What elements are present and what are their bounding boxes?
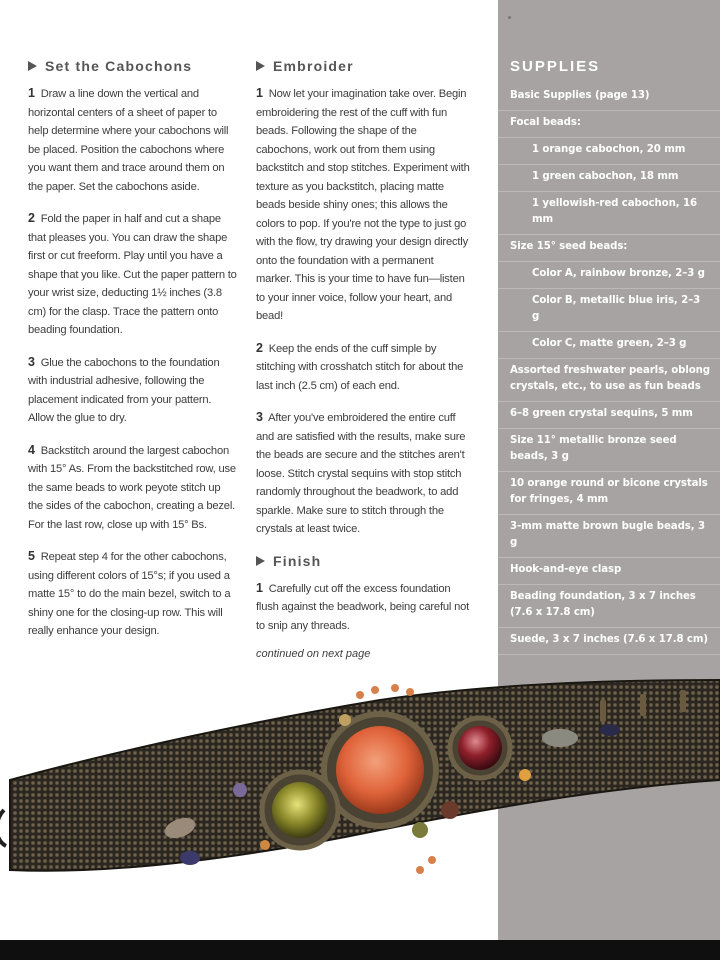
step-paragraph: [256, 339, 470, 396]
supply-item: 3-mm matte brown bugle beads, 3 g: [498, 515, 720, 558]
step-text: Repeat step 4 for the other cabochons, using different colors of 15°s; if you used a matte 15° to do the main bezel, switch to a shiny one for the closing-up row. This will really enhance your design.: [28, 551, 231, 637]
step-number: 1: [256, 580, 263, 595]
supplies-list: [498, 84, 720, 655]
step-paragraph: [28, 547, 238, 641]
step-paragraph: [256, 408, 470, 539]
supply-item: Size 15° seed beads:: [498, 235, 720, 262]
step-paragraph: [28, 84, 238, 196]
supply-item: 1 yellowish-red cabochon, 16 mm: [498, 192, 720, 235]
step-text: Now let your imagination take over. Begin embroidering the rest of the cuff with fun beads. Following the shape of the cabochons, work out from them using backstitch and stop stitches. Experiment with texture as you backstitch, placing matte beads beside shiny ones; this allows the colors to pop. If you're not the type to just go with the flow, try drawing your design directly onto the foundation with a permanent marker. This is your time to have fun—listen to your inner voice, follow your heart, and bead!: [256, 88, 470, 322]
step-text: Keep the ends of the cuff simple by stitching with crosshatch stitch for about the last inch (2.5 cm) of each end.: [256, 342, 464, 392]
beaded-cuff-photo: [0, 660, 720, 960]
step-paragraph: [28, 353, 238, 428]
red-cabochon: [458, 726, 502, 770]
clasp-hook-icon: [0, 810, 6, 846]
continued-note: continued on next page: [256, 648, 371, 660]
step-number: 1: [256, 86, 263, 100]
step-text: Carefully cut off the excess foundation flush against the beadwork, being careful not to snip any threads.: [256, 582, 470, 632]
step-number: 1: [28, 86, 35, 100]
step-paragraph: [28, 209, 238, 340]
step-text: Backstitch around the largest cabochon with 15° As. From the backstitched row, use the same beads to work peyote stitch up the sides of the cabochon, creating a bezel. For the last row, close up with 15° Bs.: [28, 444, 236, 531]
section-heading: [28, 58, 238, 74]
supply-item: Beading foundation, 3 x 7 inches (7.6 x 17.8 cm): [498, 585, 720, 628]
supply-item: Assorted freshwater pearls, oblong crystals, etc., to use as fun beads: [498, 359, 720, 402]
supply-item: Color B, metallic blue iris, 2–3 g: [498, 289, 720, 332]
supply-item: Hook-and-eye clasp: [498, 558, 720, 585]
heading-text: Set the Cabochons: [45, 58, 193, 74]
step-paragraph: [256, 579, 470, 636]
step-number: 4: [28, 442, 35, 457]
dot-mark: [508, 16, 511, 19]
step-text: After you've embroidered the entire cuff and are satisfied with the results, make sure the beads are secure and the stitches aren't loose. Stitch crystal sequins with stop stitch randomly throughout the beadwork, to add sparkle. Make sure to stitch through the crystals at least twice.: [256, 412, 466, 535]
beaded-cuff-image: [0, 660, 720, 960]
step-paragraph: [28, 441, 238, 535]
supply-item: Focal beads:: [498, 111, 720, 138]
green-cabochon: [272, 782, 328, 838]
step-text: Draw a line down the vertical and horizontal centers of a sheet of paper to help determine where your cabochons will be placed. Position the cabochons where you want them and trace around them on the paper. Set the cabochons aside.: [28, 88, 229, 193]
heading-text: Finish: [273, 552, 322, 569]
orange-cabochon: [336, 726, 424, 814]
step-number: 2: [28, 211, 35, 225]
supply-item: Size 11° metallic bronze seed beads, 3 g: [498, 429, 720, 472]
supply-item: Color C, matte green, 2–3 g: [498, 332, 720, 359]
supply-item: 10 orange round or bicone crystals for fringes, 4 mm: [498, 472, 720, 515]
triangle-bullet-icon: [256, 61, 265, 71]
supply-item: Suede, 3 x 7 inches (7.6 x 17.8 cm): [498, 628, 720, 655]
section-heading: [256, 58, 470, 74]
triangle-bullet-icon: [256, 556, 265, 566]
supply-item: 1 orange cabochon, 20 mm: [498, 138, 720, 165]
section-heading: [256, 553, 470, 569]
column-set-the-cabochons: [28, 58, 238, 654]
triangle-bullet-icon: [28, 61, 37, 71]
heading-text: Embroider: [273, 58, 354, 74]
supply-item: 1 green cabochon, 18 mm: [498, 165, 720, 192]
step-paragraph: [256, 84, 470, 326]
column-embroider: [256, 58, 470, 660]
supply-item: Color A, rainbow bronze, 2–3 g: [498, 262, 720, 289]
step-number: 3: [28, 354, 35, 369]
bottom-dark-strip: [0, 940, 720, 960]
step-text: Glue the cabochons to the foundation with industrial adhesive, following the placement indicated from your pattern. Allow the glue to dry.: [28, 356, 220, 424]
step-number: 3: [256, 410, 263, 424]
supplies-title: SUPPLIES: [510, 58, 601, 75]
supply-item: 6–8 green crystal sequins, 5 mm: [498, 402, 720, 429]
step-number: 2: [256, 340, 263, 355]
step-text: Fold the paper in half and cut a shape that pleases you. You can draw the shape first or cut freeform. Play until you have a shape that you like. Cut the paper pattern to your wrist size, deducting 1½ inches (3.8 cm) for the clasp. Trace the pattern onto beading foundation.: [28, 213, 237, 336]
step-number: 5: [28, 549, 35, 563]
supply-item: Basic Supplies (page 13): [498, 84, 720, 111]
